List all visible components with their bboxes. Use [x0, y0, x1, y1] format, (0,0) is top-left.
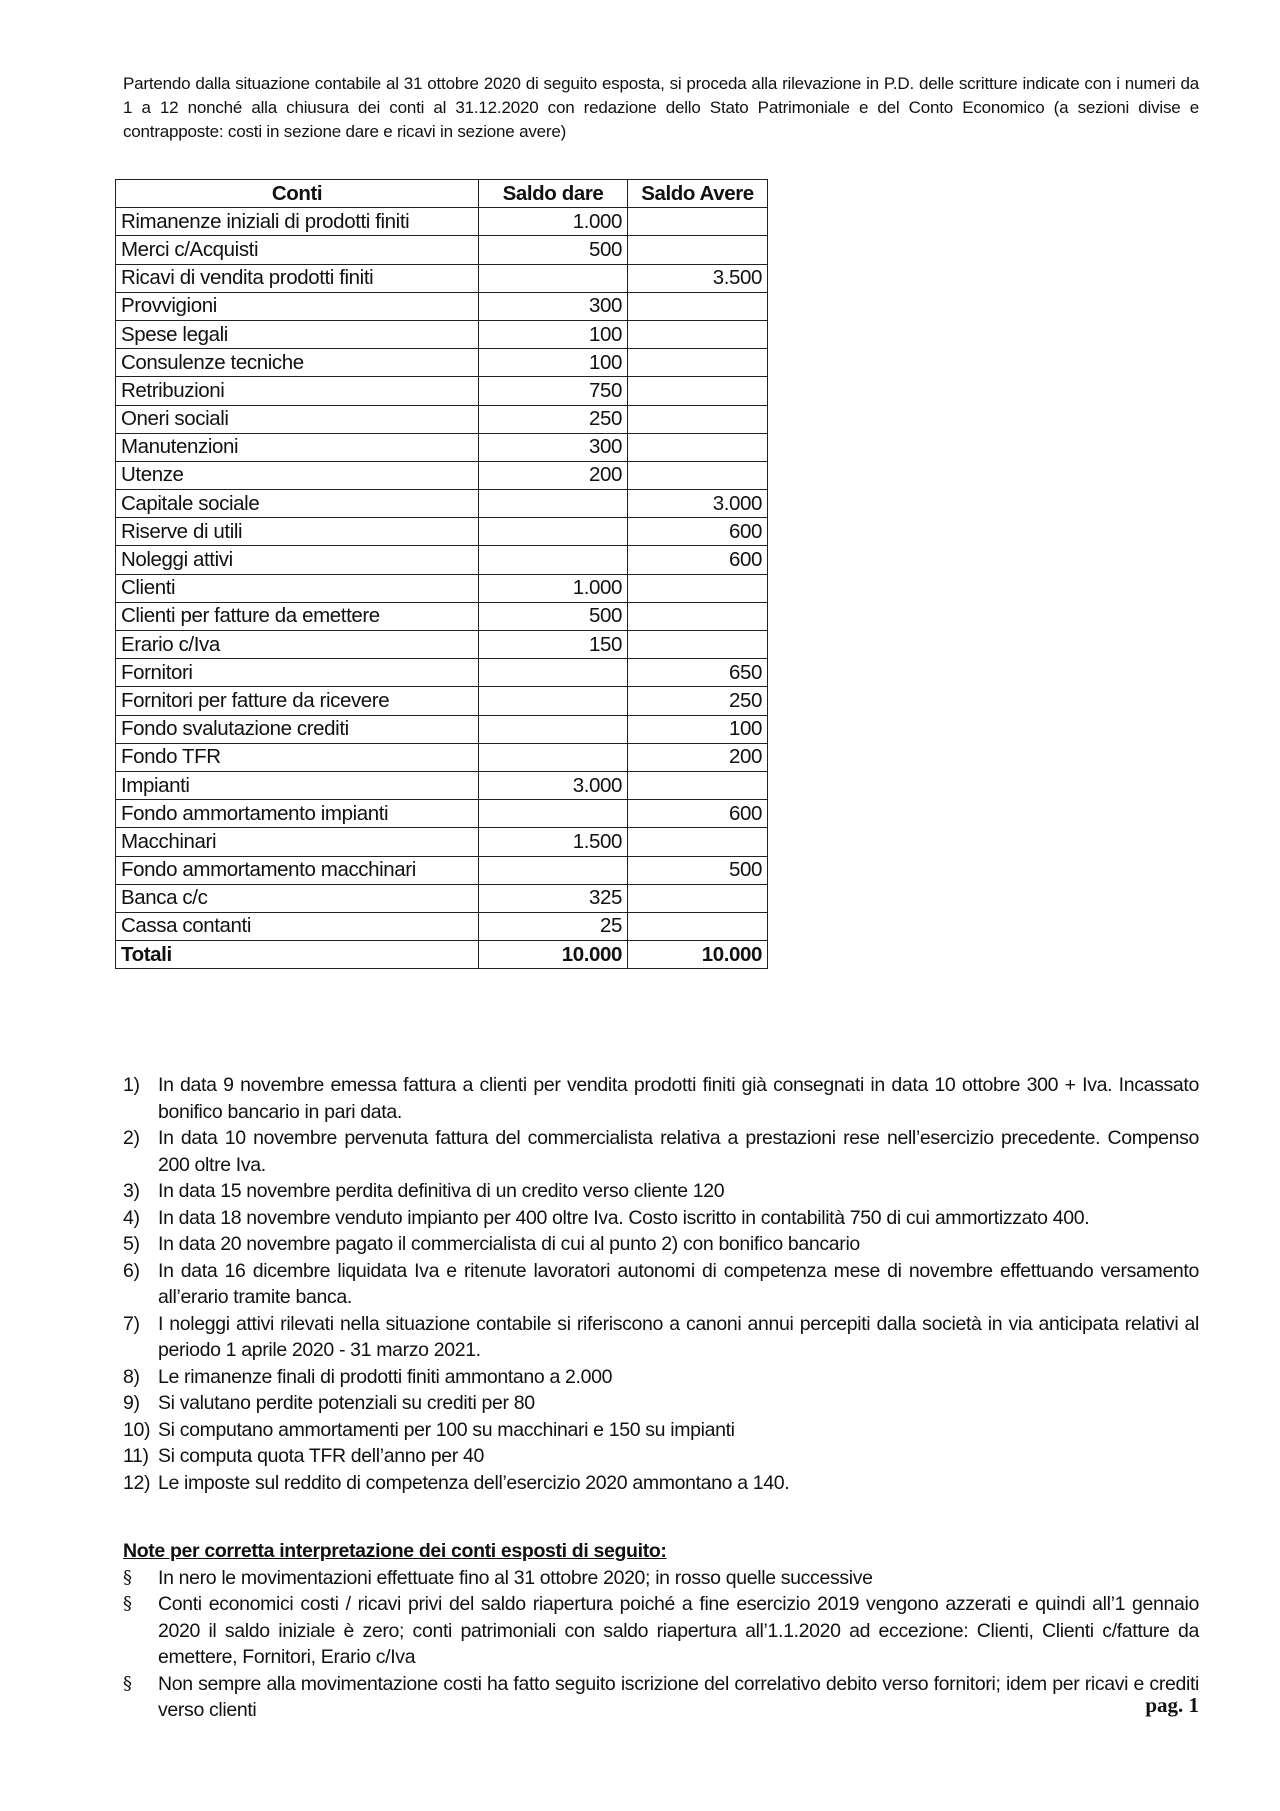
saldo-dare-cell: 3.000 [479, 771, 628, 799]
operation-text: Si computano ammortamenti per 100 su macchinari e 150 su impianti [158, 1418, 735, 1441]
account-name-cell: Fondo ammortamento impianti [116, 800, 479, 828]
account-name-cell: Banca c/c [116, 884, 479, 912]
operation-number: 5) [123, 1233, 140, 1255]
saldo-dare-cell: 500 [479, 236, 628, 264]
section-sign-icon: § [123, 1566, 132, 1588]
operation-item [123, 1205, 1199, 1232]
table-row [116, 490, 768, 518]
saldo-avere-cell [628, 884, 768, 912]
operation-number: 4) [123, 1206, 140, 1229]
page-number: pag. 1 [1145, 1693, 1199, 1717]
saldo-avere-cell: 600 [628, 518, 768, 546]
notes-list [123, 1565, 1199, 1724]
saldo-dare-cell [479, 518, 628, 546]
table-row [116, 264, 768, 292]
table-row [116, 687, 768, 715]
note-item [123, 1591, 1199, 1671]
account-name-cell: Clienti per fatture da emettere [116, 602, 479, 630]
operation-item [123, 1258, 1199, 1311]
operation-item [123, 1072, 1199, 1125]
account-name-cell: Provvigioni [116, 292, 479, 320]
saldo-dare-cell [479, 687, 628, 715]
totals-row [116, 941, 768, 969]
section-sign-icon: § [123, 1672, 132, 1694]
note-text: Non sempre alla movimentazione costi ha fatto seguito iscrizione del correlativo debito verso fornitori; idem per ricavi e crediti verso clienti [158, 1672, 1199, 1721]
operations-list [123, 1072, 1199, 1496]
operation-number: 12) [123, 1471, 151, 1494]
account-name-cell: Cassa contanti [116, 912, 479, 940]
section-sign-icon: § [123, 1593, 132, 1614]
saldo-dare-cell: 300 [479, 433, 628, 461]
saldo-dare-cell: 1.000 [479, 574, 628, 602]
operation-text: Si valutano perdite potenziali su crediti per 80 [158, 1392, 535, 1414]
notes-title: Note per corretta interpretazione dei conti esposti di seguito: [123, 1540, 667, 1562]
account-name-cell: Rimanenze iniziali di prodotti finiti [116, 208, 479, 236]
operation-number: 11) [123, 1445, 149, 1467]
operation-text: In data 9 novembre emessa fattura a clienti per vendita prodotti finiti già consegnati in data 10 ottobre 300 + Iva. Incassato bonifico bancario in pari data. [158, 1074, 1199, 1123]
operation-text: In data 20 novembre pagato il commercialista di cui al punto 2) con bonifico bancario [158, 1233, 860, 1255]
saldo-dare-cell [479, 743, 628, 771]
table-row [116, 884, 768, 912]
table-row [116, 377, 768, 405]
account-name-cell: Macchinari [116, 828, 479, 856]
note-item [123, 1565, 1199, 1592]
operation-item [123, 1231, 1199, 1258]
saldo-avere-cell [628, 912, 768, 940]
account-name-cell: Riserve di utili [116, 518, 479, 546]
saldo-dare-cell: 500 [479, 602, 628, 630]
saldo-avere-cell: 500 [628, 856, 768, 884]
saldo-dare-cell [479, 490, 628, 518]
account-name-cell: Merci c/Acquisti [116, 236, 479, 264]
table-row [116, 546, 768, 574]
table-row [116, 631, 768, 659]
saldo-avere-cell [628, 461, 768, 489]
table-row [116, 828, 768, 856]
saldo-dare-cell: 150 [479, 631, 628, 659]
totals-label: Totali [116, 941, 479, 969]
operation-number: 1) [123, 1074, 140, 1096]
table-row [116, 349, 768, 377]
header-saldo-dare: Saldo dare [479, 180, 628, 208]
saldo-dare-cell: 300 [479, 292, 628, 320]
operation-text: Si computa quota TFR dell’anno per 40 [158, 1445, 484, 1467]
note-text: Conti economici costi / ricavi privi del saldo riapertura poiché a fine esercizio 2019 vengono azzerati e quindi all’1 gennaio 2020 il saldo iniziale è zero; conti patrimoniali con saldo riapertura all’1.1.2020 ad eccezione: Clienti, Clienti c/fatture da emettere, Fornitori, Erario c/Iva [158, 1593, 1199, 1668]
saldo-avere-cell: 100 [628, 715, 768, 743]
account-name-cell: Impianti [116, 771, 479, 799]
saldo-dare-cell [479, 546, 628, 574]
table-row [116, 405, 768, 433]
note-text: In nero le movimentazioni effettuate fino al 31 ottobre 2020; in rosso quelle successive [158, 1566, 873, 1589]
account-name-cell: Consulenze tecniche [116, 349, 479, 377]
saldo-dare-cell: 1.000 [479, 208, 628, 236]
saldo-dare-cell [479, 856, 628, 884]
saldo-dare-cell: 25 [479, 912, 628, 940]
totals-dare: 10.000 [479, 941, 628, 969]
saldo-avere-cell: 3.000 [628, 490, 768, 518]
saldo-dare-cell [479, 715, 628, 743]
saldo-avere-cell: 250 [628, 687, 768, 715]
operation-text: In data 10 novembre pervenuta fattura del commercialista relativa a prestazioni rese nell’esercizio precedente. Compenso 200 oltre Iva. [158, 1127, 1199, 1176]
saldo-dare-cell: 250 [479, 405, 628, 433]
table-row [116, 800, 768, 828]
saldo-avere-cell: 650 [628, 659, 768, 687]
table-row [116, 715, 768, 743]
operation-text: I noleggi attivi rilevati nella situazione contabile si riferiscono a canoni annui percepiti dalla società in via anticipata relativi al periodo 1 aprile 2020 - 31 marzo 2021. [158, 1312, 1199, 1361]
table-row [116, 518, 768, 546]
account-name-cell: Erario c/Iva [116, 631, 479, 659]
operation-number: 6) [123, 1259, 140, 1282]
table-row [116, 659, 768, 687]
operation-number: 10) [123, 1418, 151, 1441]
saldo-avere-cell: 600 [628, 546, 768, 574]
saldo-avere-cell: 600 [628, 800, 768, 828]
saldo-dare-cell: 200 [479, 461, 628, 489]
table-row [116, 574, 768, 602]
account-name-cell: Fondo ammortamento macchinari [116, 856, 479, 884]
operation-number: 8) [123, 1365, 140, 1388]
header-conti: Conti [116, 180, 479, 208]
account-name-cell: Fornitori [116, 659, 479, 687]
operation-text: In data 16 dicembre liquidata Iva e ritenute lavoratori autonomi di competenza mese di novembre effettuando versamento all’erario tramite banca. [158, 1259, 1199, 1308]
table-row [116, 912, 768, 940]
account-name-cell: Manutenzioni [116, 433, 479, 461]
saldo-avere-cell [628, 292, 768, 320]
saldo-avere-cell: 200 [628, 743, 768, 771]
accounts-table-body [116, 208, 768, 941]
table-row [116, 771, 768, 799]
notes-section [123, 1538, 1199, 1724]
account-name-cell: Noleggi attivi [116, 546, 479, 574]
saldo-avere-cell [628, 433, 768, 461]
table-row [116, 292, 768, 320]
operation-number: 3) [123, 1180, 140, 1202]
intro-paragraph: Partendo dalla situazione contabile al 31 ottobre 2020 di seguito esposta, si proceda alla rilevazione in P.D. delle scritture indicate con i numeri da 1 a 12 nonché alla chiusura dei conti al 31.12.2020 con redazione dello Stato Patrimoniale e del Conto Economico (a sezioni divise e contrapposte: costi in sezione dare e ricavi in sezione avere) [123, 74, 1199, 141]
operation-item [123, 1417, 1199, 1444]
table-row [116, 602, 768, 630]
saldo-dare-cell: 325 [479, 884, 628, 912]
saldo-dare-cell: 100 [479, 320, 628, 348]
totals-avere: 10.000 [628, 941, 768, 969]
saldo-avere-cell [628, 574, 768, 602]
operation-number: 7) [123, 1312, 140, 1335]
table-row [116, 433, 768, 461]
saldo-dare-cell: 100 [479, 349, 628, 377]
saldo-avere-cell [628, 771, 768, 799]
account-name-cell: Fornitori per fatture da ricevere [116, 687, 479, 715]
saldo-avere-cell [628, 349, 768, 377]
account-name-cell: Capitale sociale [116, 490, 479, 518]
saldo-avere-cell [628, 377, 768, 405]
operation-item [123, 1470, 1199, 1497]
saldo-avere-cell [628, 208, 768, 236]
note-item [123, 1671, 1199, 1724]
operation-number: 9) [123, 1392, 140, 1414]
operation-text: In data 15 novembre perdita definitiva di un credito verso cliente 120 [158, 1180, 725, 1202]
table-row [116, 208, 768, 236]
saldo-avere-cell [628, 602, 768, 630]
saldo-avere-cell [628, 320, 768, 348]
account-name-cell: Utenze [116, 461, 479, 489]
account-name-cell: Oneri sociali [116, 405, 479, 433]
table-header-row [116, 180, 768, 208]
saldo-dare-cell [479, 264, 628, 292]
operation-item [123, 1125, 1199, 1178]
saldo-avere-cell [628, 405, 768, 433]
saldo-avere-cell: 3.500 [628, 264, 768, 292]
account-name-cell: Clienti [116, 574, 479, 602]
header-saldo-avere: Saldo Avere [628, 180, 768, 208]
table-row [116, 320, 768, 348]
table-row [116, 236, 768, 264]
table-row [116, 856, 768, 884]
operation-item [123, 1178, 1199, 1205]
account-name-cell: Fondo svalutazione crediti [116, 715, 479, 743]
account-name-cell: Retribuzioni [116, 377, 479, 405]
operation-item [123, 1364, 1199, 1391]
saldo-dare-cell: 750 [479, 377, 628, 405]
operation-number: 2) [123, 1127, 140, 1149]
operation-text: Le rimanenze finali di prodotti finiti ammontano a 2.000 [158, 1365, 613, 1388]
operation-item [123, 1311, 1199, 1364]
saldo-avere-cell [628, 236, 768, 264]
operation-item [123, 1390, 1199, 1417]
table-row [116, 743, 768, 771]
saldo-dare-cell [479, 800, 628, 828]
table-row [116, 461, 768, 489]
accounts-table [115, 179, 768, 969]
operation-item [123, 1443, 1199, 1470]
saldo-avere-cell [628, 631, 768, 659]
account-name-cell: Spese legali [116, 320, 479, 348]
account-name-cell: Fondo TFR [116, 743, 479, 771]
operation-text: In data 18 novembre venduto impianto per 400 oltre Iva. Costo iscritto in contabilità 750 di cui ammortizzato 400. [158, 1206, 1090, 1229]
operation-text: Le imposte sul reddito di competenza dell’esercizio 2020 ammontano a 140. [158, 1471, 790, 1494]
account-name-cell: Ricavi di vendita prodotti finiti [116, 264, 479, 292]
saldo-dare-cell [479, 659, 628, 687]
saldo-avere-cell [628, 828, 768, 856]
saldo-dare-cell: 1.500 [479, 828, 628, 856]
